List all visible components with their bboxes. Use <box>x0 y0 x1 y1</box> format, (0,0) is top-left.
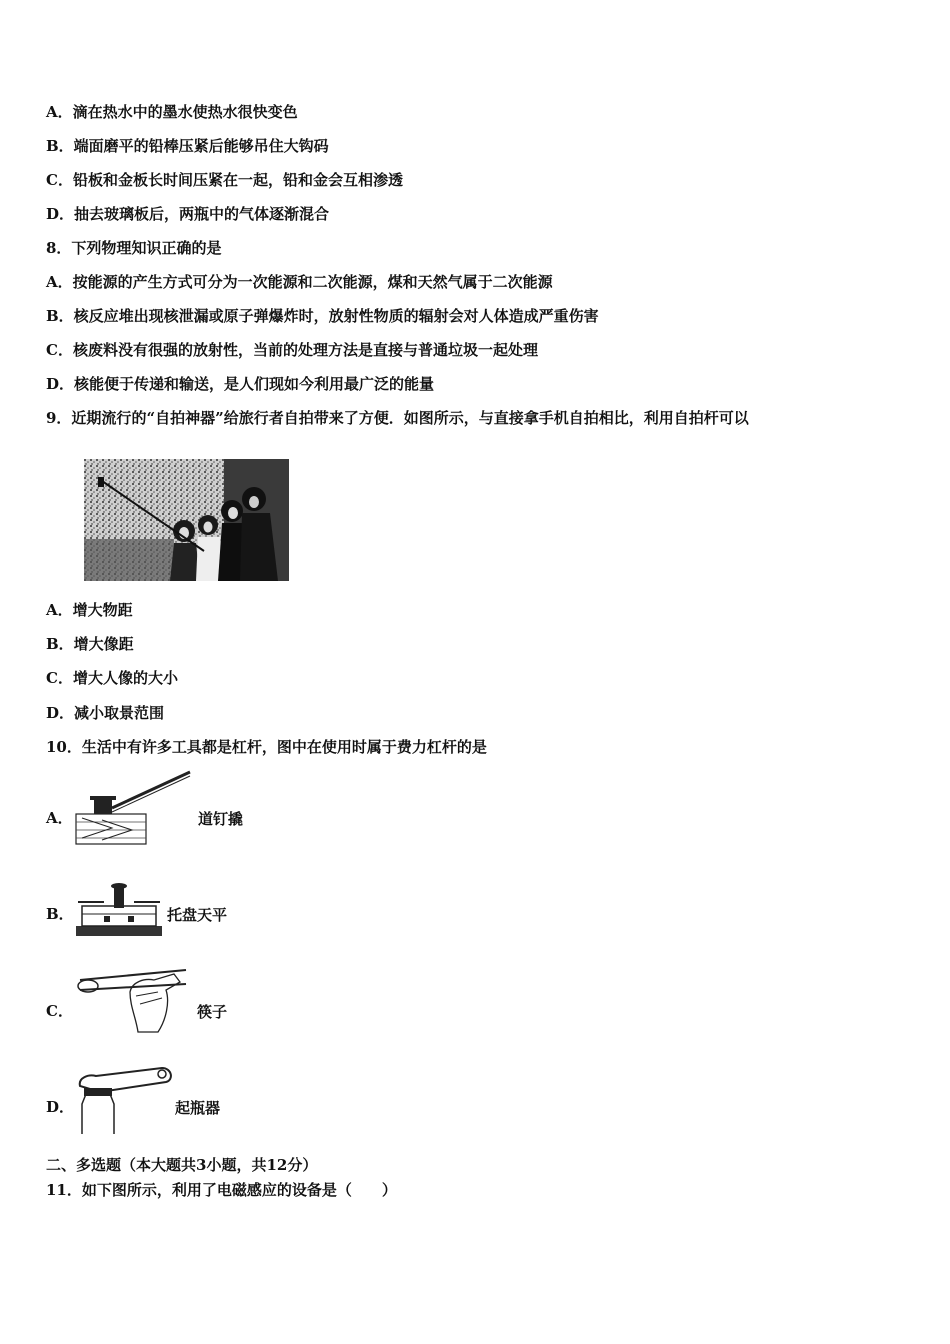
q8-stem: 8．下列物理知识正确的是 <box>46 239 222 257</box>
chopsticks-figure <box>74 962 189 1037</box>
q7-option-c: C．铅板和金板长时间压紧在一起，铅和金会互相渗透 <box>46 171 403 189</box>
q9-option-a: A．增大物距 <box>46 601 133 619</box>
section-2-heading: 二、多选题（本大题共3小题，共12分） <box>46 1156 318 1174</box>
q10-option-a-letter: A． <box>46 809 73 827</box>
q7-option-a: A．滴在热水中的墨水使热水很快变色 <box>46 103 298 121</box>
q10-option-a-label: 道钉撬 <box>198 810 244 828</box>
q9-option-c: C．增大人像的大小 <box>46 669 178 687</box>
q10-option-b-label: 托盘天平 <box>167 906 228 924</box>
q9-option-d: D．减小取景范围 <box>46 704 165 722</box>
rail-spike-crowbar-figure <box>72 768 197 848</box>
q10-option-c-letter: C． <box>46 1002 73 1020</box>
q10-stem: 10．生活中有许多工具都是杠杆，图中在使用时属于费力杠杆的是 <box>46 738 487 756</box>
q8-option-c: C．核废料没有很强的放射性，当前的处理方法是直接与普通垃圾一起处理 <box>46 341 538 359</box>
q9-stem: 9．近期流行的“自拍神器”给旅行者自拍带来了方便．如图所示，与直接拿手机自拍相比，利用自拍杆可以 <box>46 409 749 427</box>
q7-option-d: D．抽去玻璃板后，两瓶中的气体逐渐混合 <box>46 205 330 223</box>
q8-option-d: D．核能便于传递和输送，是人们现如今利用最广泛的能量 <box>46 375 435 393</box>
q10-option-c-label: 筷子 <box>197 1003 228 1021</box>
tray-balance-figure <box>74 880 164 938</box>
q9-option-b: B．增大像距 <box>46 635 134 653</box>
q10-option-d-label: 起瓶器 <box>175 1099 221 1117</box>
bottle-opener-figure <box>74 1064 174 1134</box>
q10-option-d-letter: D． <box>46 1098 75 1116</box>
q11-stem: 11．如下图所示，利用了电磁感应的设备是（ ） <box>46 1181 397 1199</box>
q8-option-a: A．按能源的产生方式可分为一次能源和二次能源，煤和天然气属于二次能源 <box>46 273 553 291</box>
q7-option-b: B．端面磨平的铅棒压紧后能够吊住大钩码 <box>46 137 329 155</box>
q10-option-b-letter: B． <box>46 905 74 923</box>
selfie-stick-photo <box>84 459 289 581</box>
q8-option-b: B．核反应堆出现核泄漏或原子弹爆炸时，放射性物质的辐射会对人体造成严重伤害 <box>46 307 599 325</box>
